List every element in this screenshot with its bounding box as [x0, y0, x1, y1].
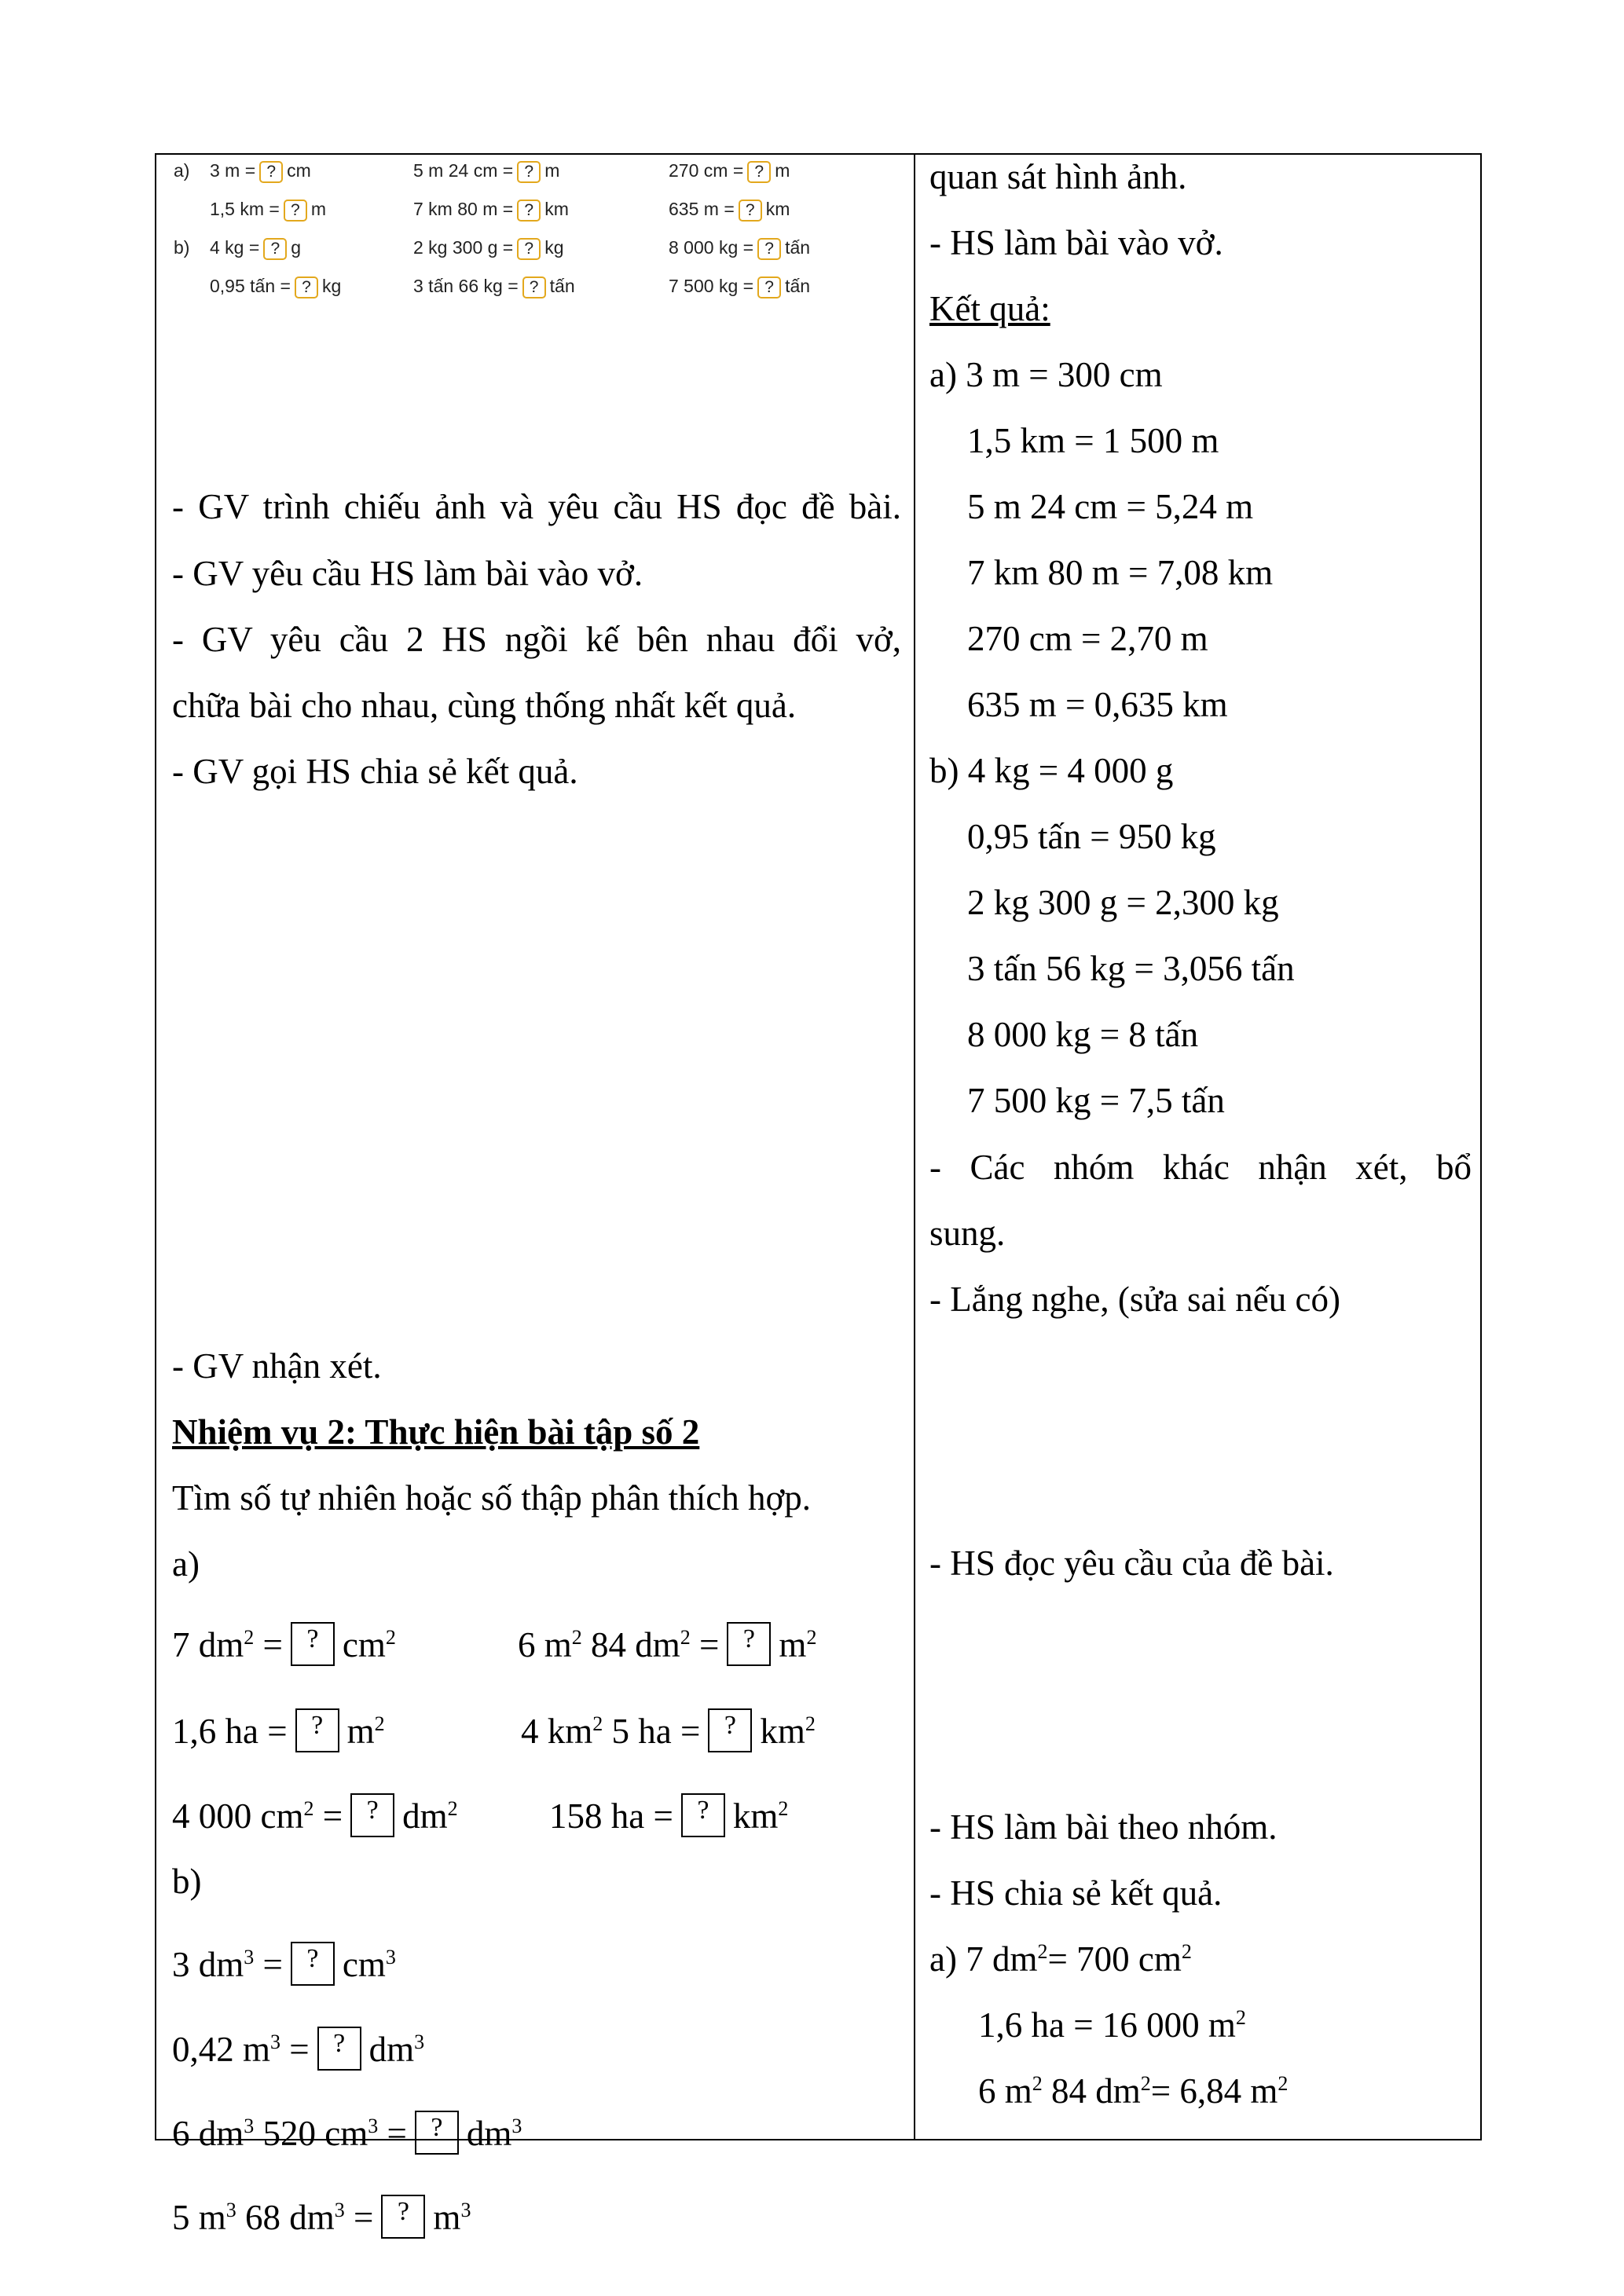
answer-box: ?: [295, 276, 318, 298]
sup: 3: [368, 2115, 379, 2137]
sup: 2: [1037, 1940, 1048, 1963]
answer-2a-2: [978, 2003, 1246, 2047]
results-heading: Kết quả:: [929, 289, 1050, 328]
right-line-6: - Lắng nghe, (sửa sai nếu có): [929, 1280, 1340, 1319]
exercise-item-post: tấn: [785, 276, 811, 296]
sup: 3: [334, 2199, 345, 2221]
answer-line: 270 cm = 2,70 m: [967, 619, 1208, 658]
answer-line: 7 km 80 m = 7,08 km: [967, 553, 1274, 592]
b4-post: m: [433, 2198, 461, 2237]
left-line-2: - GV yêu cầu HS làm bài vào vở.: [172, 554, 643, 593]
column-divider: [914, 155, 915, 2139]
ans2-1-post: = 700 cm: [1047, 1939, 1182, 1979]
sup: 2: [1140, 2072, 1151, 2095]
exercise-label-a: a): [174, 160, 190, 181]
answer-box: ?: [757, 238, 781, 260]
question-box: ?: [727, 1622, 771, 1666]
a2-right-post: km: [760, 1712, 805, 1751]
answer-line: 3 tấn 56 kg = 3,056 tấn: [967, 949, 1295, 988]
answer-line: 7 500 kg = 7,5 tấn: [967, 1081, 1225, 1120]
eq: =: [354, 2198, 374, 2237]
eq: =: [289, 2030, 310, 2069]
exercise-item: [210, 197, 326, 222]
exercise-item-post: g: [291, 237, 302, 258]
exercise-item-pre: 4 kg =: [210, 237, 260, 258]
eq: =: [262, 1625, 283, 1664]
right-line-2: - HS làm bài vào vở.: [929, 223, 1223, 262]
answer-line: b) 4 kg = 4 000 g: [929, 751, 1174, 790]
answer-2a-3: [978, 2069, 1288, 2113]
eq: =: [262, 1945, 283, 1984]
exercise-item-post: m: [310, 199, 327, 219]
a2-right-pre: 4 km: [521, 1712, 593, 1751]
sup: 2: [447, 1797, 458, 1820]
a1-right-post: m: [779, 1625, 807, 1664]
sup: 3: [244, 2115, 255, 2137]
a1-left-post: cm: [342, 1625, 386, 1664]
exercise-item-post: cm: [287, 160, 311, 181]
b1-post: cm: [342, 1945, 386, 1984]
exercise-item-pre: 5 m 24 cm =: [413, 160, 514, 181]
a1-right-pre: 6 m: [518, 1625, 572, 1664]
answer-box: ?: [259, 161, 283, 183]
sup: 2: [592, 1712, 603, 1735]
sup: 3: [511, 2115, 522, 2137]
left-line-1: - GV trình chiếu ảnh và yêu cầu HS đọc đề bài.: [172, 487, 901, 526]
a3-right-pre: 158 ha =: [549, 1796, 673, 1836]
sup: 3: [270, 2031, 281, 2053]
exercise-item: [669, 197, 790, 222]
answer-box: ?: [757, 276, 781, 298]
a3-right-post: km: [732, 1796, 779, 1836]
exercise-1-image: [172, 156, 832, 304]
exercise-item-post: tấn: [785, 237, 811, 258]
question-box: ?: [317, 2027, 361, 2071]
exercise-item: [210, 236, 301, 260]
sup: 2: [1278, 2072, 1289, 2095]
sup: 2: [1181, 1940, 1192, 1963]
exercise-item-post: tấn: [549, 276, 575, 296]
exercise-item-post: m: [775, 160, 790, 181]
answer-box: ?: [739, 200, 762, 222]
question-box: ?: [681, 1793, 725, 1837]
sup: 2: [778, 1797, 789, 1820]
exercise-item-post: kg: [544, 237, 564, 258]
exercise-item: [413, 197, 569, 222]
answer-line: 0,95 tấn = 950 kg: [967, 817, 1216, 856]
answer-box: ?: [517, 238, 541, 260]
sup: 3: [225, 2199, 236, 2221]
exercise-item: [413, 236, 564, 260]
question-box: ?: [708, 1708, 752, 1752]
exercise-item: [669, 274, 810, 298]
answer-line: 635 m = 0,635 km: [967, 685, 1228, 724]
b3-pre: 6 dm: [172, 2114, 244, 2153]
eq: =: [322, 1796, 343, 1836]
left-line-3: - GV yêu cầu 2 HS ngồi kế bên nhau đổi vở,: [172, 620, 901, 659]
left-line-5: - GV gọi HS chia sẻ kết quả.: [172, 752, 578, 791]
sup: 3: [460, 2199, 471, 2221]
b1-pre: 3 dm: [172, 1945, 244, 1984]
answer-line: 1,5 km = 1 500 m: [967, 421, 1219, 460]
student-activity-cell: [929, 155, 1472, 2139]
a3-left-pre: 4 000 cm: [172, 1796, 304, 1836]
a-row-3: [172, 1793, 458, 1838]
sup: 2: [805, 1712, 816, 1735]
exercise-item-post: m: [544, 160, 560, 181]
b4-mid: 68 dm: [245, 2198, 335, 2237]
sup: 2: [806, 1626, 817, 1649]
left-line-4: chữa bài cho nhau, cùng thống nhất kết quả.: [172, 686, 797, 725]
left-line-6: - GV nhận xét.: [172, 1346, 382, 1386]
exercise-item-pre: 7 km 80 m =: [413, 199, 514, 219]
eq: =: [387, 2114, 407, 2153]
exercise-item: [413, 159, 559, 183]
exercise-item-pre: 8 000 kg =: [669, 237, 754, 258]
sup: 3: [385, 1946, 396, 1968]
task-2-title: Nhiệm vụ 2: Thực hiện bài tập số 2: [172, 1412, 700, 1452]
b-row-2: [172, 2027, 424, 2071]
a-row-3-right: [549, 1793, 788, 1838]
sup: 2: [385, 1626, 396, 1649]
ans2-3-post: = 6,84 m: [1150, 2071, 1278, 2111]
ans2-2-pre: 1,6 ha = 16 000 m: [978, 2005, 1236, 2045]
answer-box: ?: [522, 276, 546, 298]
a2-left-post: m: [346, 1712, 375, 1751]
a1-left-pre: 7 dm: [172, 1625, 244, 1664]
answer-line: a) 3 m = 300 cm: [929, 355, 1163, 394]
exercise-item-pre: 270 cm =: [669, 160, 744, 181]
exercise-item-pre: 3 tấn 66 kg =: [413, 276, 519, 296]
answer-line: 5 m 24 cm = 5,24 m: [967, 487, 1254, 526]
exercise-item-pre: 7 500 kg =: [669, 276, 754, 296]
exercise-item-post: km: [544, 199, 569, 219]
answer-box: ?: [263, 238, 287, 260]
answer-box: ?: [284, 200, 307, 222]
a3-left-post: dm: [402, 1796, 448, 1836]
answer-box: ?: [517, 200, 541, 222]
exercise-item: [210, 274, 341, 298]
right-line-4: - Các nhóm khác nhận xét, bổ: [929, 1148, 1472, 1187]
b4-pre: 5 m: [172, 2198, 226, 2237]
ans2-1-pre: a) 7 dm: [929, 1939, 1038, 1979]
lesson-table: [155, 153, 1482, 2237]
question-box: ?: [291, 1622, 335, 1666]
eq: =: [699, 1625, 720, 1664]
exercise-item-pre: 635 m =: [669, 199, 735, 219]
part-a-label: a): [172, 1544, 200, 1584]
exercise-label-b: b): [174, 237, 190, 258]
answer-box: ?: [517, 161, 541, 183]
sup: 2: [303, 1797, 314, 1820]
exercise-item: [669, 159, 790, 183]
a-row-1-right: [518, 1622, 816, 1667]
right-line-5: sung.: [929, 1214, 1006, 1253]
exercise-item: [669, 236, 810, 260]
a-row-2-right: [521, 1708, 816, 1753]
question-box: ?: [381, 2195, 425, 2239]
task-2-description: Tìm số tự nhiên hoặc số thập phân thích hợp.: [172, 1478, 812, 1518]
ans2-3-pre: 6 m: [978, 2071, 1032, 2111]
right-line-7: - HS đọc yêu cầu của đề bài.: [929, 1543, 1334, 1583]
b-row-4: [172, 2195, 471, 2239]
a-row-2: [172, 1708, 385, 1753]
sup: 2: [1235, 2006, 1246, 2029]
exercise-item-pre: 2 kg 300 g =: [413, 237, 514, 258]
sup: 2: [374, 1712, 385, 1735]
exercise-item: [210, 159, 311, 183]
b-row-3: [172, 2111, 522, 2155]
question-box: ?: [350, 1793, 394, 1837]
sup: 3: [244, 1946, 255, 1968]
sup: 2: [571, 1626, 582, 1649]
sup: 2: [244, 1626, 255, 1649]
b-row-1: [172, 1942, 396, 1987]
right-line-8: - HS làm bài theo nhóm.: [929, 1807, 1278, 1847]
part-b-label: b): [172, 1862, 202, 1901]
exercise-item-pre: 0,95 tấn =: [210, 276, 291, 296]
exercise-item: [413, 274, 575, 298]
a2-left-pre: 1,6 ha =: [172, 1712, 288, 1751]
question-box: ?: [291, 1942, 335, 1986]
answer-box: ?: [747, 161, 771, 183]
question-box: ?: [415, 2111, 459, 2155]
sup: 2: [680, 1626, 691, 1649]
a1-right-mid: 84 dm: [591, 1625, 680, 1664]
question-box: ?: [295, 1708, 339, 1752]
b2-post: dm: [368, 2030, 415, 2069]
a2-right-mid: 5 ha =: [611, 1712, 701, 1751]
exercise-item-pre: 1,5 km =: [210, 199, 280, 219]
answer-2a-1: [929, 1937, 1192, 1981]
exercise-item-post: km: [765, 199, 790, 219]
b2-pre: 0,42 m: [172, 2030, 271, 2069]
a-row-1: [172, 1622, 396, 1667]
answer-line: 2 kg 300 g = 2,300 kg: [967, 883, 1279, 922]
teacher-activity-cell: [172, 155, 901, 2237]
right-line-9: - HS chia sẻ kết quả.: [929, 1873, 1223, 1913]
b3-mid: 520 cm: [262, 2114, 368, 2153]
sup: 2: [1032, 2072, 1043, 2095]
exercise-item-post: kg: [321, 276, 342, 296]
right-line-1: quan sát hình ảnh.: [929, 157, 1187, 196]
sup: 3: [414, 2031, 425, 2053]
b3-post: dm: [466, 2114, 512, 2153]
ans2-3-mid: 84 dm: [1051, 2071, 1141, 2111]
exercise-item-pre: 3 m =: [210, 160, 256, 181]
answer-line: 8 000 kg = 8 tấn: [967, 1015, 1199, 1054]
